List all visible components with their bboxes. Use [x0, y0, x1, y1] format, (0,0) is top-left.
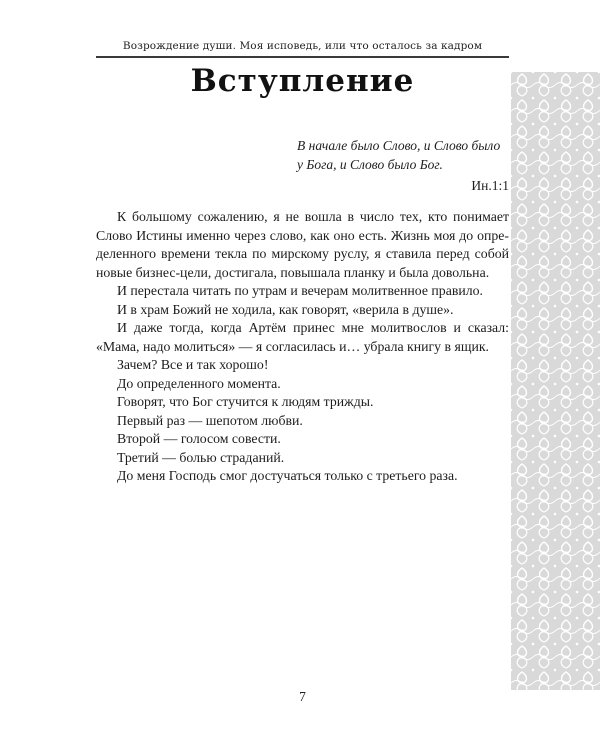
header-divider [96, 56, 509, 58]
body-line: Говорят, что Бог стучится к людям трижды. [117, 394, 374, 409]
body-line: Первый раз — шепотом любви. [117, 412, 303, 428]
body-line: новые бизнес-цели, достигала, повышала планку и была довольна. [96, 264, 490, 280]
body-line: До меня Господь смог достучаться только с третьего раза. [117, 468, 458, 483]
body-line: Слово Истины именно через слово, как оно есть. Жизнь моя до опре- [96, 227, 509, 243]
body-text [96, 208, 509, 486]
floral-ornament-band [511, 72, 600, 690]
epigraph-line-1: В начале было Слово, и Слово было [297, 138, 501, 153]
chapter-title: Вступление [190, 63, 415, 99]
body-line: И даже тогда, когда Артём принес мне молитвослов и сказал: [117, 320, 509, 335]
body-line: К большому сожалению, я не вошла в число тех, кто понимает [117, 209, 509, 224]
body-line: деленного времени текла по мирскому руслу, я ставила перед собой [96, 246, 509, 261]
body-line: До определенного момента. [117, 375, 281, 391]
body-line: И в храм Божий не ходила, как говорят, «верила в душе». [117, 301, 454, 317]
epigraph-line-2: у Бога, и Слово было Бог. [297, 157, 443, 172]
running-title: Возрождение души. Моя исповедь, или что осталось за кадром [122, 40, 483, 52]
body-line: «Мама, надо молиться» — я согласилась и… убрала книгу в ящик. [96, 338, 490, 354]
floral-ornament-icon [511, 72, 600, 690]
page-number: 7 [299, 689, 306, 704]
epigraph [96, 136, 509, 195]
body-line: Зачем? Все и так хорошо! [117, 357, 269, 372]
body-line: Второй — голосом совести. [117, 431, 281, 446]
body-line: И перестала читать по утрам и вечерам молитвенное правило. [117, 283, 483, 298]
body-line: Третий — болью страданий. [117, 449, 285, 465]
epigraph-source: Ин.1:1 [471, 178, 509, 193]
